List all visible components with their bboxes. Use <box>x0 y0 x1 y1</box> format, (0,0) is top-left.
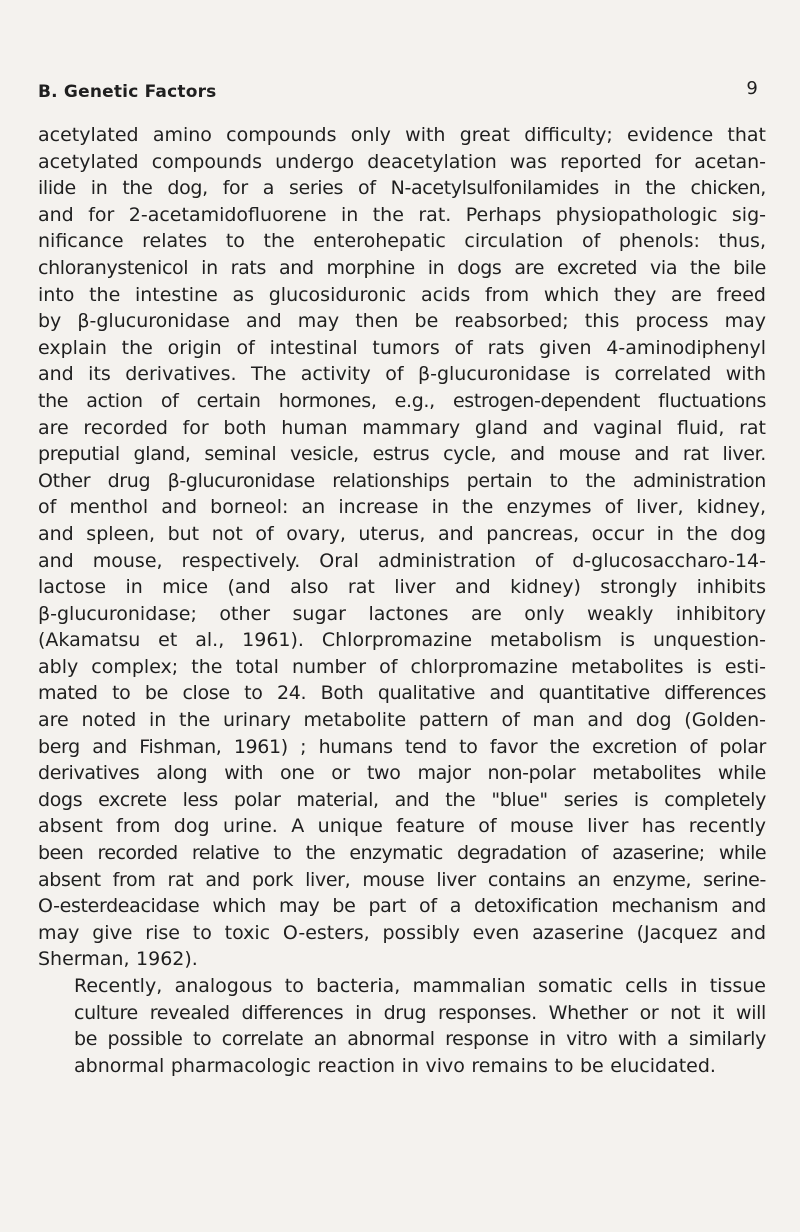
text-line: Other drug β-glucuronidase relationships pertain to the administration <box>38 469 766 492</box>
text-line: into the intestine as glucosiduronic acids from which they are freed <box>38 283 766 306</box>
text-line: O-esterdeacidase which may be part of a detoxification mechanism and <box>38 895 766 918</box>
text-line: absent from dog urine. A unique feature of mouse liver has recently <box>38 815 766 838</box>
text-line: berg and Fishman, 1961) ; humans tend to favor the excretion of polar <box>38 735 766 758</box>
text-line: acetylated amino compounds only with great difficulty; evidence that <box>38 124 766 146</box>
text-line: and for 2-acetamidofluorene in the rat. Perhaps physiopathologic sig- <box>38 203 766 226</box>
running-head <box>38 78 758 106</box>
text-line: dogs excrete less polar material, and the "blue" series is completely <box>38 788 766 811</box>
text-line: Recently, analogous to bacteria, mammalian somatic cells in tissue <box>74 975 766 997</box>
text-line: nificance relates to the enterohepatic circulation of phenols: thus, <box>38 230 766 253</box>
text-line: by β-glucuronidase and may then be reabsorbed; this process may <box>38 310 766 333</box>
text-line: be possible to correlate an abnormal response in vitro with a similarly <box>74 1028 766 1051</box>
text-line: chloranystenicol in rats and morphine in dogs are excreted via the bile <box>38 256 766 279</box>
body-text <box>38 122 766 1079</box>
text-line: been recorded relative to the enzymatic degradation of azaserine; while <box>38 842 766 865</box>
text-line: may give rise to toxic O-esters, possibly even azaserine (Jacquez and <box>38 921 766 944</box>
text-line: preputial gland, seminal vesicle, estrus cycle, and mouse and rat liver. <box>38 443 766 466</box>
paragraph-1 <box>38 122 766 973</box>
section-title: B. Genetic Factors <box>38 82 217 102</box>
text-line: ably complex; the total number of chlorpromazine metabolites is esti- <box>38 655 766 678</box>
text-line: of menthol and borneol: an increase in the enzymes of liver, kidney, <box>38 496 766 519</box>
page-number: 9 <box>746 78 758 99</box>
text-line: derivatives along with one or two major non-polar metabolites while <box>38 762 766 785</box>
text-line: the action of certain hormones, e.g., estrogen-dependent fluctuations <box>38 389 766 412</box>
text-line: lactose in mice (and also rat liver and kidney) strongly inhibits <box>38 576 766 599</box>
text-line: and its derivatives. The activity of β-glucuronidase is correlated with <box>38 363 766 386</box>
text-line: (Akamatsu et al., 1961). Chlorpromazine metabolism is unquestion- <box>38 629 766 652</box>
text-line: culture revealed differences in drug responses. Whether or not it will <box>74 1001 766 1024</box>
text-line: β-glucuronidase; other sugar lactones are only weakly inhibitory <box>38 602 766 625</box>
text-line: absent from rat and pork liver, mouse liver contains an enzyme, serine- <box>38 868 766 891</box>
paragraph-2 <box>38 973 766 1079</box>
text-line: abnormal pharmacologic reaction in vivo remains to be elucidated. <box>74 1054 716 1077</box>
text-line: Sherman, 1962). <box>38 948 198 971</box>
text-line: are noted in the urinary metabolite pattern of man and dog (Golden- <box>38 709 766 732</box>
text-line: are recorded for both human mammary gland and vaginal fluid, rat <box>38 416 766 439</box>
text-line: and spleen, but not of ovary, uterus, and pancreas, occur in the dog <box>38 522 766 545</box>
text-line: ilide in the dog, for a series of N-acetylsulfonilamides in the chicken, <box>38 177 766 200</box>
text-line: mated to be close to 24. Both qualitative and quantitative differences <box>38 682 766 705</box>
text-line: and mouse, respectively. Oral administration of d-glucosaccharo-14- <box>38 549 766 572</box>
text-line: explain the origin of intestinal tumors of rats given 4-aminodiphenyl <box>38 336 766 359</box>
text-line: acetylated compounds undergo deacetylation was reported for acetan- <box>38 150 766 173</box>
